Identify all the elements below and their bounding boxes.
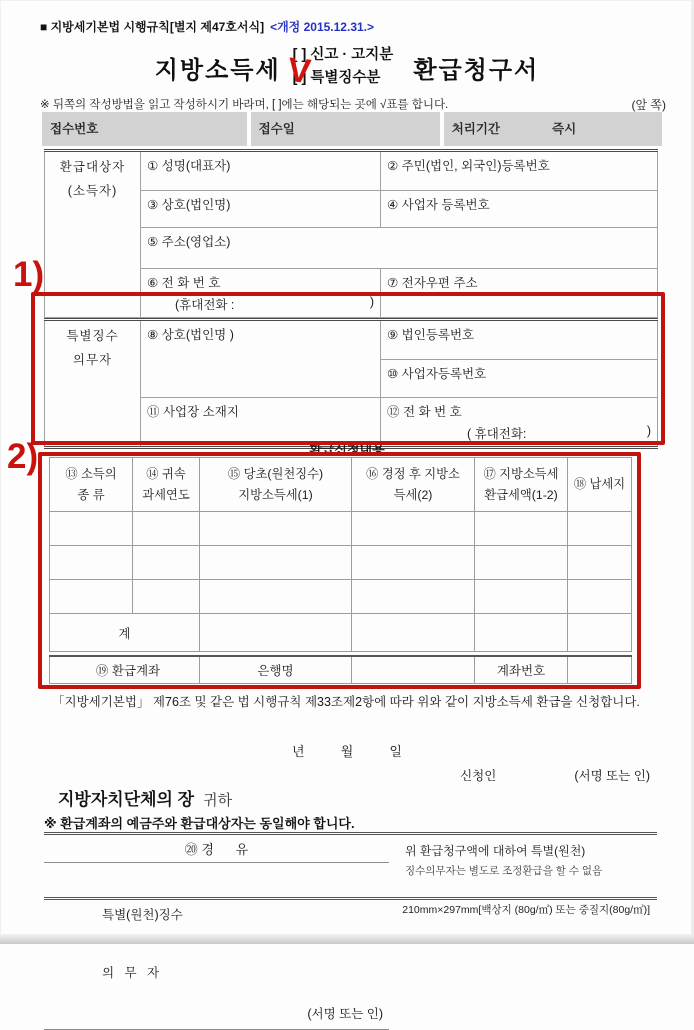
field-email: ⑦ 전자우편 주소 <box>381 269 658 318</box>
field-withholder-company: ⑧ 상호(법인명 ) <box>141 320 381 398</box>
red-checkmark: V <box>285 50 313 92</box>
refund-claim-table <box>49 457 631 684</box>
declaration-text: 「지방세기본법」 제76조 및 같은 법 시행규칙 제33조제2항에 따라 위와 같이 지방소득세 환급을 신청합니다. <box>52 695 640 709</box>
via-obligor-line2: 의 무 자 <box>102 965 160 980</box>
empty-cell <box>475 580 568 614</box>
col-corrected-tax-l1: ⑯ 경정 후 지방소 <box>366 466 460 481</box>
empty-cell <box>475 512 568 546</box>
col-original-tax <box>200 458 352 512</box>
field-phone <box>141 269 381 318</box>
col-original-tax-l2: 지방소득세(1) <box>238 487 313 502</box>
form-reference-text: ■ 지방세기본법 시행규칙[별지 제47호서식] <box>40 20 265 34</box>
form-title <box>0 44 694 90</box>
col-tax-year <box>133 458 200 512</box>
empty-cell <box>568 512 632 546</box>
applicant-label-line1: 환급대상자 <box>59 160 126 174</box>
empty-cell <box>568 546 632 580</box>
option-special-withholding: [ ] 특별징수분 <box>292 70 381 87</box>
receipt-no-cell: 접수번호 <box>42 112 247 146</box>
withholder-group-label <box>45 320 141 448</box>
annotation-number-1: 1) <box>13 255 45 294</box>
empty-cell <box>50 546 133 580</box>
applicant-sign-line <box>460 766 650 784</box>
empty-cell <box>475 614 568 652</box>
via-note-line2: 징수의무자는 별도로 조정환급을 할 수 없음 <box>405 865 603 877</box>
via-section-title: ⑳ 경 유 <box>44 835 389 863</box>
withholder-sign-block <box>44 863 389 1029</box>
mobile-close: ) <box>369 295 374 309</box>
col-corrected-tax <box>352 458 475 512</box>
via-left-block <box>44 835 389 1030</box>
bank-name-value-cell <box>352 656 475 683</box>
refund-table <box>49 457 632 652</box>
processing-period-value: 즉시 <box>552 122 577 136</box>
field-address: ⑤ 주소(영업소) <box>141 228 658 269</box>
field-business-no: ④ 사업자 등록번호 <box>381 191 658 228</box>
col-corrected-tax-l2: 득세(2) <box>393 487 433 502</box>
col-income-type <box>50 458 133 512</box>
field-company-name: ③ 상호(법인명) <box>141 191 381 228</box>
table-row <box>50 580 632 614</box>
col-income-type-l1: ⑬ 소득의 <box>65 466 117 481</box>
via-obligor-line1: 특별(원천)징수 <box>102 907 183 922</box>
applicant-group-label <box>45 151 141 318</box>
refund-section-title: 환급신청내용 <box>309 442 385 457</box>
total-row <box>50 614 632 652</box>
refund-account-row <box>49 655 632 684</box>
field-workplace-address: ⑪ 사업장 소재지 <box>141 398 381 448</box>
col-refund-amount <box>475 458 568 512</box>
scan-bottom-edge <box>0 934 694 944</box>
mobile-open: (휴대전화 : <box>175 298 235 312</box>
processing-period-label: 처리기간 <box>451 122 500 136</box>
empty-cell <box>200 580 352 614</box>
instruction-note: ※ 뒤쪽의 작성방법을 읽고 작성하시기 바라며, [ ]에는 해당되는 곳에 √표를 합니다. <box>40 99 449 111</box>
table-row <box>50 512 632 546</box>
empty-cell <box>200 614 352 652</box>
field-withholder-business-no: ⑩ 사업자등록번호 <box>381 360 658 398</box>
empty-cell <box>568 614 632 652</box>
option-report-notice: [ ] 신고 · 고지분 <box>292 47 394 63</box>
empty-cell <box>352 512 475 546</box>
via-section <box>44 832 657 1030</box>
revision-note: <개정 2015.12.31.> <box>270 20 375 34</box>
empty-cell <box>352 546 475 580</box>
field-resident-no: ② 주민(법인, 외국인)등록번호 <box>381 151 658 191</box>
col-refund-amount-l2: 환급세액(1-2) <box>484 487 558 502</box>
form-reference <box>40 18 374 35</box>
empty-cell <box>133 580 200 614</box>
date-line: 년 월 일 <box>292 744 402 759</box>
annotation-number-2: 2) <box>7 437 39 476</box>
receipt-bar <box>42 112 662 146</box>
title-main: 지방소득세 <box>154 56 281 84</box>
col-tax-year-l1: ⑭ 귀속 <box>146 466 186 481</box>
bottom-rule <box>44 897 657 900</box>
col-tax-year-l2: 과세연도 <box>142 487 190 502</box>
addressee-line <box>58 785 232 810</box>
field-name: ① 성명(대표자) <box>141 151 381 191</box>
empty-cell <box>200 512 352 546</box>
via-sign-or-seal-label: (서명 또는 인) <box>307 1007 383 1021</box>
empty-cell <box>50 580 133 614</box>
applicant-label-line2: (소득자) <box>67 183 118 198</box>
empty-cell <box>133 512 200 546</box>
empty-cell <box>568 580 632 614</box>
instruction-row <box>40 96 666 113</box>
field-mobile <box>175 295 374 313</box>
empty-cell <box>475 546 568 580</box>
col-original-tax-l1: ⑮ 당초(원천징수) <box>227 466 324 481</box>
total-label-cell: 계 <box>50 614 200 652</box>
empty-cell <box>50 512 133 546</box>
title-suffix: 환급청구서 <box>413 56 540 84</box>
empty-cell <box>352 580 475 614</box>
col-tax-place: ⑱ 납세지 <box>568 458 632 512</box>
addressee-title: 지방자치단체의 장 <box>58 790 195 809</box>
refund-header-row <box>50 458 632 512</box>
paper-spec: 210mm×297mm[백상지 (80g/㎡) 또는 중질지(80g/㎡)] <box>402 904 650 916</box>
applicant-label: 신청인 <box>460 769 497 783</box>
withholder-table <box>44 318 658 449</box>
receipt-date-cell: 접수일 <box>251 112 440 146</box>
table-row <box>50 546 632 580</box>
withholder-label-line2: 의무자 <box>72 352 113 367</box>
refund-account-label: ⑲ 환급계좌 <box>50 656 200 683</box>
via-note-line1: 위 환급청구액에 대하여 특별(원천) <box>405 844 586 858</box>
field-corp-reg-no: ⑨ 법인등록번호 <box>381 320 658 360</box>
processing-period-cell <box>444 112 662 146</box>
page-side-label: (앞 쪽) <box>631 98 666 112</box>
bank-name-cell: 은행명 <box>200 656 352 683</box>
col-refund-amount-l1: ⑰ 지방소득세 <box>483 466 559 481</box>
account-no-cell: 계좌번호 <box>475 656 568 683</box>
col-income-type-l2: 종 류 <box>77 487 105 502</box>
warning-note: ※ 환급계좌의 예금주와 환급대상자는 동일해야 합니다. <box>44 816 355 831</box>
addressee-suffix: 귀하 <box>203 792 233 809</box>
field-phone-label: ⑥ 전 화 번 호 <box>147 276 221 290</box>
title-options <box>285 44 394 92</box>
empty-cell <box>352 614 475 652</box>
applicant-table <box>44 149 658 318</box>
withholder-mobile-open: ( 휴대전화: <box>467 427 527 441</box>
withholder-mobile-close: ) <box>646 424 651 438</box>
sign-or-seal-label: (서명 또는 인) <box>574 769 650 783</box>
account-no-value-cell <box>568 656 632 683</box>
withholder-label-line1: 특별징수 <box>66 329 119 343</box>
empty-cell <box>200 546 352 580</box>
party-table <box>44 149 657 449</box>
empty-cell <box>133 546 200 580</box>
withholder-phone-label: ⑫ 전 화 번 호 <box>387 405 462 419</box>
via-note-block <box>389 835 657 1030</box>
via-obligor-label <box>102 867 183 1022</box>
